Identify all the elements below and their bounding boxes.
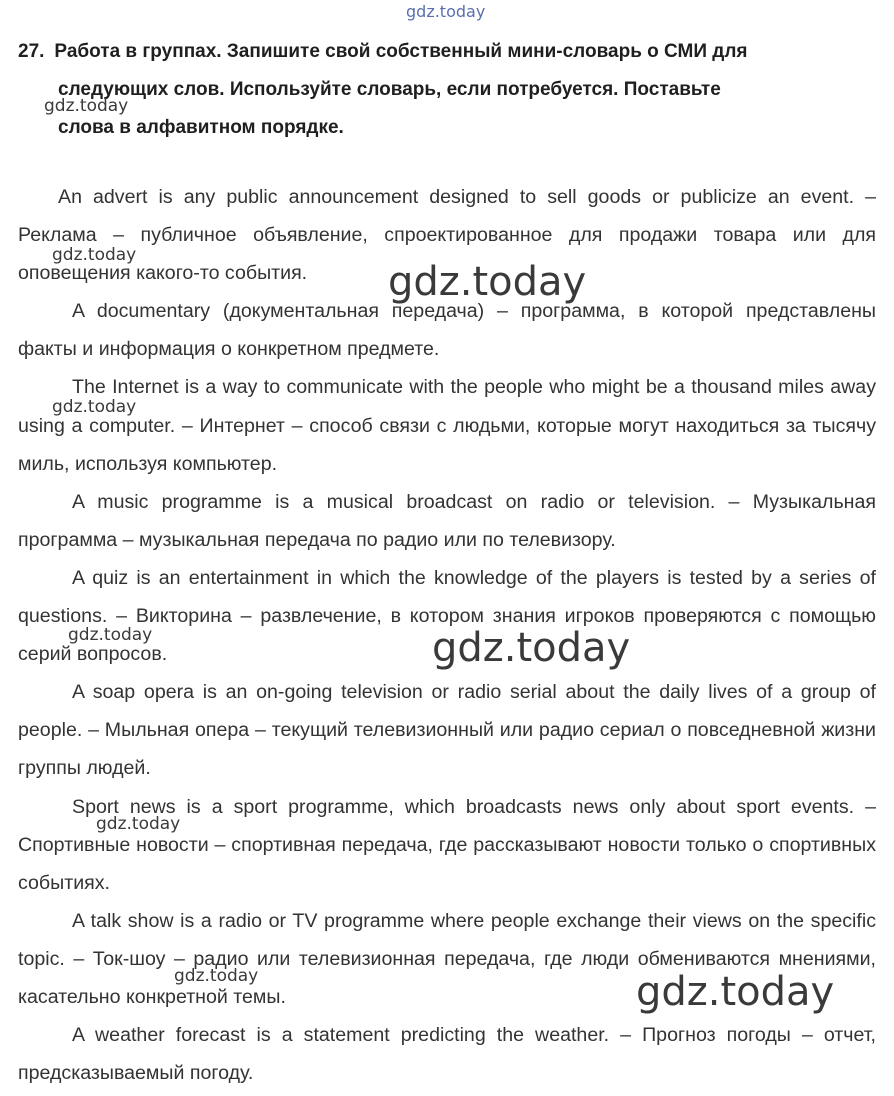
task-line-3: слова в алфавитном порядке.: [58, 117, 344, 138]
watermark-small: gdz.today: [174, 966, 259, 986]
task-line-1: [18, 33, 880, 71]
watermark-large: gdz.today: [636, 969, 835, 1015]
header-watermark: gdz.today: [406, 2, 486, 21]
task-text-1: Работа в группах. Запишите свой собственный мини-словарь о СМИ для: [54, 41, 748, 62]
entry-internet: The Internet is a way to communicate with the people who might be a thousand miles away using a computer. – Интернет – способ связи с людьми, которые могут находиться за тысячу миль, используя компьютер.: [18, 376, 876, 475]
entry-advert: An advert is any public announcement designed to sell goods or publicize an event. – Реклама – публичное объявление, спроектированное для продажи товара или для оповещения какого-то события.: [18, 186, 876, 285]
watermark-small: gdz.today: [52, 245, 137, 265]
watermark-small: gdz.today: [52, 397, 137, 417]
task-number: 27.: [18, 41, 45, 62]
task-line-2: следующих слов. Используйте словарь, если потребуется. Поставьте: [58, 79, 721, 100]
watermark-small: gdz.today: [44, 96, 129, 116]
entry-documentary: A documentary (документальная передача) – программа, в которой представлены факты и информация о конкретном предмете.: [18, 300, 876, 361]
entry-sport-news: Sport news is a sport programme, which broadcasts news only about sport events. – Спортивные новости – спортивная передача, где рассказывают новости только о спортивных событиях.: [18, 795, 876, 894]
entry-weather-forecast: A weather forecast is a statement predicting the weather. – Прогноз погоды – отчет, предсказываемый погоду.: [18, 1024, 876, 1085]
entry-talk-show: A talk show is a radio or TV programme where people exchange their views on the specific topic. – Ток-шоу – радио или телевизионная передача, где люди обмениваются мнениями, касательно конкретной темы.: [18, 909, 876, 1008]
entry-music-programme: A music programme is a musical broadcast on radio or television. – Музыкальная программа – музыкальная передача по радио или по телевизору.: [18, 490, 876, 551]
watermark-small: gdz.today: [68, 625, 153, 645]
entry-soap-opera: A soap opera is an on-going television or radio serial about the daily lives of a group of people. – Мыльная опера – текущий телевизионный или радио сериал о повседневной жизни группы людей.: [18, 681, 876, 780]
watermark-small: gdz.today: [96, 814, 181, 834]
entry-quiz: A quiz is an entertainment in which the knowledge of the players is tested by a series of questions. – Викторина – развлечение, в котором знания игроков проверяются с помощью серий вопросов.: [18, 566, 876, 666]
watermark-large: gdz.today: [432, 625, 631, 671]
watermark-large: gdz.today: [388, 259, 587, 305]
task-heading: [18, 33, 880, 147]
